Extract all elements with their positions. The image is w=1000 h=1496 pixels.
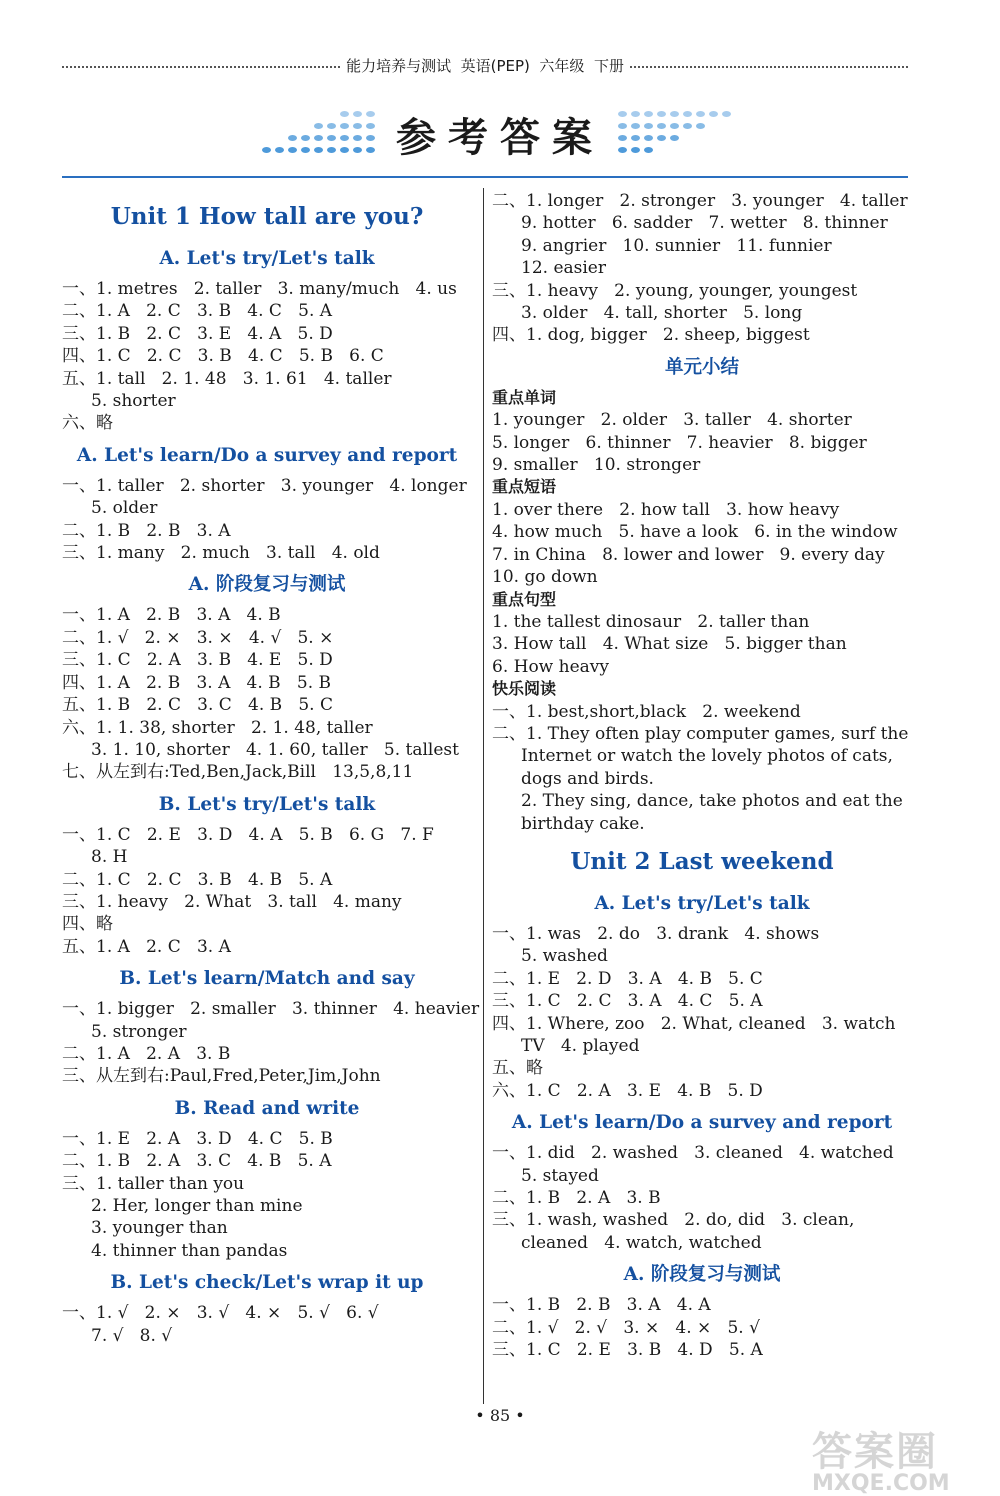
answer-line: 四、略 bbox=[62, 914, 113, 935]
answer-line: 二、1. B 2. B 3. A bbox=[62, 520, 231, 541]
answer-line-continued: 5. shorter bbox=[91, 391, 176, 412]
decorative-dot bbox=[301, 147, 310, 153]
decorative-dot bbox=[657, 123, 666, 129]
answer-line-continued: birthday cake. bbox=[521, 813, 645, 834]
decorative-dot bbox=[353, 147, 362, 153]
answer-line-continued: 5. washed bbox=[521, 946, 608, 967]
answer-line: 五、略 bbox=[492, 1058, 543, 1079]
subsection-heading: 快乐阅读 bbox=[492, 679, 557, 699]
decorative-dot bbox=[366, 111, 375, 117]
decorative-dot bbox=[327, 135, 336, 141]
answer-line-continued: TV 4. played bbox=[521, 1036, 640, 1056]
answer-line: 一、1. A 2. B 3. A 4. B bbox=[62, 605, 281, 626]
section-heading: A. Let's try/Let's talk bbox=[594, 892, 810, 914]
decorative-dot bbox=[340, 135, 349, 141]
answer-line: 三、1. B 2. C 3. E 4. A 5. D bbox=[62, 323, 333, 344]
answer-line: 四、1. Where, zoo 2. What, cleaned 3. watch bbox=[492, 1013, 896, 1034]
right-column bbox=[492, 190, 912, 1361]
answer-line: 三、1. taller than you bbox=[62, 1173, 245, 1194]
decorative-dot bbox=[618, 147, 627, 153]
answer-line: 一、1. did 2. washed 3. cleaned 4. watched bbox=[492, 1143, 894, 1164]
answer-line: 三、1. wash, washed 2. do, did 3. clean, bbox=[492, 1210, 855, 1231]
answer-line-continued: 9. hotter 6. sadder 7. wetter 8. thinner bbox=[521, 213, 888, 234]
answer-line: 一、1. was 2. do 3. drank 4. shows bbox=[492, 923, 820, 944]
answer-line: 七、从左到右:Ted,Ben,Jack,Bill 13,5,8,11 bbox=[62, 762, 414, 783]
section-heading: B. Let's check/Let's wrap it up bbox=[110, 1272, 424, 1294]
answer-line: 二、1. B 2. A 3. B bbox=[492, 1188, 661, 1209]
running-header bbox=[62, 54, 908, 76]
subsection-heading: 重点单词 bbox=[492, 387, 557, 407]
answer-line: 一、1. bigger 2. smaller 3. thinner 4. heavier bbox=[62, 999, 480, 1020]
answer-line: 9. smaller 10. stronger bbox=[492, 455, 701, 476]
section-heading: A. Let's learn/Do a survey and report bbox=[511, 1112, 893, 1134]
answer-line: 7. in China 8. lower and lower 9. every day bbox=[492, 544, 885, 565]
decorative-dot bbox=[340, 123, 349, 129]
decorative-dot bbox=[340, 147, 349, 153]
decorative-dot bbox=[683, 111, 692, 117]
answer-line: 五、1. A 2. C 3. A bbox=[62, 936, 231, 957]
answer-line: 10. go down bbox=[492, 567, 598, 588]
decorative-dot bbox=[327, 123, 336, 129]
answer-line: 6. How heavy bbox=[492, 656, 609, 677]
decorative-dot bbox=[366, 135, 375, 141]
answer-line-continued: 12. easier bbox=[521, 258, 606, 279]
decorative-dot bbox=[288, 147, 297, 153]
decorative-dot bbox=[683, 123, 692, 129]
answer-line: 二、1. C 2. C 3. B 4. B 5. A bbox=[62, 869, 333, 890]
answer-line: 4. how much 5. have a look 6. in the window bbox=[492, 522, 898, 543]
answer-line: 5. longer 6. thinner 7. heavier 8. bigger bbox=[492, 432, 867, 453]
decorative-dot bbox=[366, 147, 375, 153]
answer-line: 三、1. heavy 2. young, younger, youngest bbox=[492, 280, 858, 301]
answer-line: 五、1. tall 2. 1. 48 3. 1. 61 4. taller bbox=[62, 368, 392, 389]
answer-line: 四、1. dog, bigger 2. sheep, biggest bbox=[492, 325, 810, 346]
answer-line: 二、1. B 2. A 3. C 4. B 5. A bbox=[62, 1151, 332, 1172]
decorative-dot bbox=[314, 135, 323, 141]
decorative-dot bbox=[696, 111, 705, 117]
answer-line: 三、1. C 2. A 3. B 4. E 5. D bbox=[62, 650, 333, 671]
answer-line-continued: 2. Her, longer than mine bbox=[91, 1196, 303, 1216]
decorative-dot bbox=[288, 135, 297, 141]
answer-line-continued: 3. younger than bbox=[91, 1218, 228, 1239]
answer-line: 五、1. B 2. C 3. C 4. B 5. C bbox=[62, 695, 333, 716]
answer-line: 三、从左到右:Paul,Fred,Peter,Jim,John bbox=[62, 1066, 381, 1087]
answer-line: 三、1. heavy 2. What 3. tall 4. many bbox=[62, 891, 402, 912]
answer-line: 一、1. C 2. E 3. D 4. A 5. B 6. G 7. F bbox=[62, 824, 434, 845]
decorative-dot bbox=[631, 111, 640, 117]
header-dotted-rule-right bbox=[630, 66, 908, 68]
answer-line-continued: dogs and birds. bbox=[521, 768, 654, 789]
decorative-dot bbox=[722, 111, 731, 117]
answer-line-continued: Internet or watch the lovely photos of cats, bbox=[521, 746, 893, 767]
left-column bbox=[62, 190, 480, 1347]
answer-line: 六、1. 1. 38, shorter 2. 1. 48, taller bbox=[62, 717, 373, 738]
section-heading: A. 阶段复习与测试 bbox=[188, 574, 346, 596]
unit-heading: Unit 1 How tall are you? bbox=[110, 203, 424, 230]
section-heading: B. Let's try/Let's talk bbox=[158, 793, 376, 815]
decorative-dots-left bbox=[262, 109, 382, 159]
answer-line: 1. over there 2. how tall 3. how heavy bbox=[492, 499, 840, 520]
unit-heading: Unit 2 Last weekend bbox=[570, 847, 834, 875]
decorative-dot bbox=[327, 147, 336, 153]
answer-line: 1. younger 2. older 3. taller 4. shorter bbox=[492, 410, 852, 431]
answer-line: 三、1. C 2. E 3. B 4. D 5. A bbox=[492, 1340, 763, 1361]
header-dotted-rule-left bbox=[62, 66, 340, 68]
answer-line: 二、1. A 2. C 3. B 4. C 5. A bbox=[62, 301, 333, 322]
answer-line-continued: 3. 1. 10, shorter 4. 1. 60, taller 5. tallest bbox=[91, 739, 459, 760]
decorative-dot bbox=[644, 123, 653, 129]
answer-line: 一、1. best,short,black 2. weekend bbox=[492, 701, 801, 722]
answer-line: 二、1. √ 2. × 3. × 4. √ 5. × bbox=[62, 627, 334, 648]
title-banner bbox=[250, 104, 750, 164]
header-text: 能力培养与测试 英语(PEP) 六年级 下册 bbox=[346, 56, 624, 75]
decorative-dot bbox=[618, 135, 627, 141]
decorative-dot bbox=[644, 147, 653, 153]
decorative-dot bbox=[301, 135, 310, 141]
decorative-dot bbox=[644, 135, 653, 141]
answer-line: 二、1. √ 2. √ 3. × 4. × 5. √ bbox=[492, 1317, 760, 1338]
decorative-dot bbox=[670, 135, 679, 141]
answer-line: 二、1. E 2. D 3. A 4. B 5. C bbox=[492, 968, 763, 989]
section-heading: B. Let's learn/Match and say bbox=[119, 968, 415, 990]
decorative-dot bbox=[670, 111, 679, 117]
decorative-dot bbox=[618, 123, 627, 129]
answer-line-continued: 5. older bbox=[91, 498, 158, 519]
answer-line: 1. the tallest dinosaur 2. taller than bbox=[492, 611, 810, 632]
answer-line: 四、1. A 2. B 3. A 4. B 5. B bbox=[62, 672, 331, 693]
decorative-dot bbox=[353, 123, 362, 129]
answer-line: 一、1. √ 2. × 3. √ 4. × 5. √ 6. √ bbox=[62, 1303, 379, 1324]
decorative-dot bbox=[262, 147, 271, 153]
answer-line-continued: 8. H bbox=[91, 847, 128, 868]
answer-line-continued: 5. stayed bbox=[521, 1165, 599, 1186]
decorative-dot bbox=[657, 111, 666, 117]
section-heading: B. Read and write bbox=[174, 1097, 360, 1119]
answer-line: 3. How tall 4. What size 5. bigger than bbox=[492, 634, 847, 655]
watermark-url: MXQE.COM bbox=[812, 1471, 950, 1496]
answer-line: 一、1. B 2. B 3. A 4. A bbox=[492, 1295, 711, 1316]
section-heading: 单元小结 bbox=[664, 356, 739, 378]
section-heading: A. Let's learn/Do a survey and report bbox=[76, 444, 458, 466]
decorative-dot bbox=[644, 111, 653, 117]
decorative-dot bbox=[670, 123, 679, 129]
answer-line: 一、1. taller 2. shorter 3. younger 4. longer bbox=[62, 475, 467, 496]
answer-line: 二、1. longer 2. stronger 3. younger 4. taller bbox=[492, 191, 908, 211]
answer-line: 二、1. A 2. A 3. B bbox=[62, 1043, 231, 1064]
decorative-dot bbox=[353, 111, 362, 117]
subsection-heading: 重点句型 bbox=[492, 589, 557, 609]
watermark-text: 答案圈 bbox=[812, 1429, 938, 1475]
decorative-dot bbox=[631, 147, 640, 153]
decorative-dot bbox=[657, 135, 666, 141]
answer-line-continued: 2. They sing, dance, take photos and eat the bbox=[521, 791, 903, 812]
watermark-logo bbox=[812, 1420, 992, 1496]
title-rule bbox=[62, 176, 908, 178]
answer-line: 二、1. They often play computer games, surf the bbox=[492, 723, 909, 744]
decorative-dot bbox=[631, 123, 640, 129]
section-heading: A. 阶段复习与测试 bbox=[623, 1264, 781, 1286]
answer-line-continued: 5. stronger bbox=[91, 1021, 187, 1042]
page-title: 参考答案 bbox=[396, 113, 604, 161]
column-divider bbox=[483, 188, 484, 1404]
decorative-dots-right bbox=[618, 109, 738, 159]
decorative-dot bbox=[314, 123, 323, 129]
answer-line: 四、1. C 2. C 3. B 4. C 5. B 6. C bbox=[62, 346, 384, 367]
decorative-dot bbox=[631, 135, 640, 141]
answer-line-continued: cleaned 4. watch, watched bbox=[521, 1232, 762, 1253]
decorative-dot bbox=[618, 111, 627, 117]
answer-line: 一、1. metres 2. taller 3. many/much 4. us bbox=[62, 279, 457, 299]
answer-line-continued: 4. thinner than pandas bbox=[91, 1240, 288, 1261]
answer-line: 六、略 bbox=[62, 413, 113, 434]
section-heading: A. Let's try/Let's talk bbox=[159, 248, 375, 269]
decorative-dot bbox=[366, 123, 375, 129]
decorative-dot bbox=[340, 111, 349, 117]
answer-line: 三、1. C 2. C 3. A 4. C 5. A bbox=[492, 991, 763, 1012]
decorative-dot bbox=[696, 123, 705, 129]
answer-line: 六、1. C 2. A 3. E 4. B 5. D bbox=[492, 1080, 763, 1101]
subsection-heading: 重点短语 bbox=[492, 477, 557, 497]
decorative-dot bbox=[709, 111, 718, 117]
decorative-dot bbox=[353, 135, 362, 141]
answer-line-continued: 9. angrier 10. sunnier 11. funnier bbox=[521, 235, 832, 256]
decorative-dot bbox=[314, 147, 323, 153]
answer-line-continued: 3. older 4. tall, shorter 5. long bbox=[521, 303, 803, 324]
answer-line: 一、1. E 2. A 3. D 4. C 5. B bbox=[62, 1128, 333, 1149]
decorative-dot bbox=[275, 147, 284, 153]
answer-line-continued: 7. √ 8. √ bbox=[91, 1325, 173, 1346]
page-number: • 85 • bbox=[475, 1406, 525, 1425]
answer-line: 三、1. many 2. much 3. tall 4. old bbox=[62, 543, 380, 564]
